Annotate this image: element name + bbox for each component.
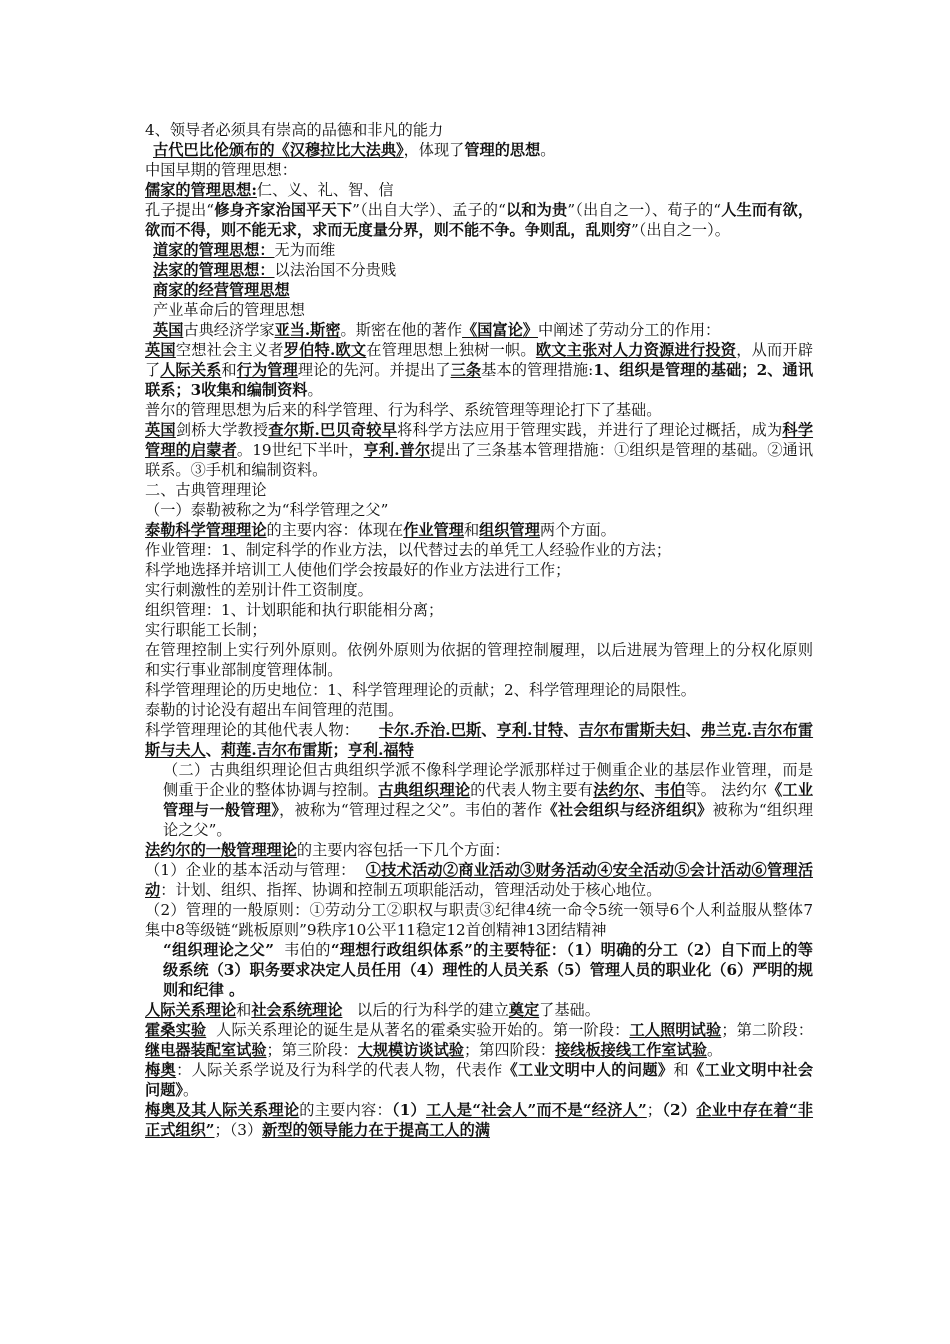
para-human-relations	[145, 1000, 813, 1020]
text: 两个方面。	[539, 521, 616, 539]
para-fayol-principles	[145, 900, 813, 940]
text: 企业中存在着“非正式组织”	[145, 1101, 814, 1139]
para-org-mgmt	[145, 600, 813, 620]
text: 理论的先河。并提出了	[297, 361, 451, 379]
text: 、	[481, 721, 497, 739]
text: 吉尔布雷斯夫妇	[578, 721, 686, 739]
text: 韦伯	[654, 781, 686, 799]
para-mayo-theory	[145, 1100, 813, 1140]
text: 科学管理理论的历史地位：1、科学管理理论的贡献；2、科学管理理论的局限性。	[145, 681, 696, 699]
para-confucian	[145, 180, 813, 200]
text: 泰勒的讨论没有超出车间管理的范围。	[145, 701, 404, 719]
para-fayol-activities	[145, 860, 813, 900]
para-other-representatives	[145, 720, 813, 760]
text: 梅奥	[145, 1061, 177, 1079]
text: 在管理控制上实行列外原则。依例外原则为依据的管理控制履理，以后进展为管理上的分权化原则和实行事业部制度管理体制。	[145, 641, 813, 679]
para-poole-basis	[145, 400, 813, 420]
text: （一）泰勒被称之为“科学管理之父”	[145, 501, 389, 519]
text: 中阐述了劳动分工的作用：	[537, 321, 721, 339]
text: 商家的经营管理思想	[153, 281, 290, 299]
text: 行为管理	[236, 361, 298, 379]
text: 法约尔	[593, 781, 640, 799]
subsection-taylor	[145, 500, 813, 520]
text: ；（3）	[214, 1121, 263, 1139]
para-fayol-content	[145, 840, 813, 860]
text: 亨利.福特	[347, 741, 414, 759]
text: 作业管理：1、制定科学的作业方法，以代替过去的单凭工人经验作业的方法；	[145, 541, 672, 559]
para-merchant	[145, 280, 813, 300]
text: 以后的行为科学的建立	[356, 1001, 509, 1019]
text: 基本的管理措施:	[481, 361, 594, 379]
text: 、	[639, 781, 655, 799]
text: 查尔斯.巴贝奇较早	[268, 421, 398, 439]
text: 亨利.普尔	[363, 441, 431, 459]
text: 英国	[153, 321, 184, 339]
text: 、	[685, 721, 701, 739]
text: 新型的领导能力在于提高工人的满	[262, 1121, 490, 1139]
text: 罗伯特.欧文	[283, 341, 367, 359]
text: 的主要特征：（1）明确的分工（2）自下而上的等级系统（3）职务要求决定人员任用（4）理性的人员关系（5）管理人员的职业化（6）严明的规则和纪律 。	[163, 941, 813, 999]
para-adam-smith	[145, 320, 813, 340]
text: 弗兰克.吉尔布雷斯与夫人	[145, 721, 814, 759]
text: 和	[673, 1061, 690, 1079]
text: 三条	[450, 361, 482, 379]
text: 和	[236, 1001, 252, 1019]
text: 《社会组织与经济组织》	[542, 801, 713, 819]
para-select-train	[145, 560, 813, 580]
text: 无为而维	[274, 241, 336, 259]
text: （1）企业的基本活动与管理：	[145, 861, 356, 879]
text: （2）	[661, 1101, 697, 1119]
text: 被称为“组织理论之父”。	[163, 801, 814, 839]
text: 的主要内容：体现在	[266, 521, 404, 539]
text: 欧文主张对人力资源进行投资	[535, 341, 737, 359]
text: ；第三阶段：	[266, 1041, 358, 1059]
text: 《国富论》	[462, 321, 538, 339]
text: 管理的思想	[464, 141, 541, 159]
text: 英国	[145, 421, 176, 439]
text: 继电器装配室试验	[145, 1041, 267, 1059]
text: 。	[307, 381, 323, 399]
para-exception-principle	[145, 640, 813, 680]
text: 、	[563, 721, 579, 739]
para-confucius-quotes	[145, 200, 813, 240]
text: 组织管理	[479, 521, 540, 539]
text: 霍桑实验	[145, 1021, 207, 1039]
text: 人生而有欲，欲而不得，则不能无求，求而无度量分界，则不能不争。争则乱，乱则穷	[145, 201, 814, 239]
para-foreman	[145, 620, 813, 640]
para-mayo	[145, 1060, 813, 1100]
text: 修身齐家治国平天下	[214, 201, 353, 219]
text: ，体现了	[403, 141, 465, 159]
text: 泰勒科学管理理论	[145, 521, 267, 539]
para-classical-org	[145, 760, 813, 840]
text: 《工业管理与一般管理》	[163, 781, 814, 819]
text: 中国早期的管理思想：	[145, 161, 297, 179]
text: 4、领导者必须具有崇高的品德和非凡的能力	[145, 121, 444, 139]
text: 社会系统理论	[251, 1001, 343, 1019]
text: 《工业文明中社会问题》	[145, 1061, 814, 1099]
text: 科学管理理论的其他代表人物：	[145, 721, 360, 739]
text: 。	[706, 1041, 723, 1059]
text: 。	[182, 1081, 199, 1099]
text: 。斯密在他的著作	[340, 321, 463, 339]
section-heading-classical	[145, 480, 813, 500]
text: ，从而开辟了	[145, 341, 814, 379]
document-page	[145, 120, 813, 1140]
text: ”（出自之一）、荀子的“	[567, 201, 722, 219]
text: 以和为贵	[505, 201, 568, 219]
text: “理想行政组织体系”	[330, 941, 473, 959]
para-industrial	[145, 300, 813, 320]
text: “组织理论之父”	[163, 941, 274, 959]
text: ”（出自大学）、孟子的“	[352, 201, 506, 219]
text: ；	[332, 741, 348, 759]
text: 梅奥及其人际关系理论	[145, 1101, 300, 1119]
text: 工人是“社会人”而不是“经济人”	[425, 1101, 647, 1119]
text: 和	[221, 361, 237, 379]
text: 。	[540, 141, 556, 159]
text: 提出了三条基本管理措施：	[430, 441, 615, 459]
para-taylor-content	[145, 520, 813, 540]
text: 《工业文明中人的问题》	[502, 1061, 674, 1079]
text: 亚当.斯密	[274, 321, 341, 339]
para-hawthorne	[145, 1020, 813, 1060]
text: 古典经济学家	[183, 321, 275, 339]
text: 产业革命后的管理思想	[153, 301, 305, 319]
text: 大规模访谈试验	[357, 1041, 464, 1059]
text: 古代巴比伦颁布的《汉穆拉比大法典》	[153, 141, 404, 159]
text: ；第二阶段：	[721, 1021, 814, 1039]
text: （1）	[391, 1101, 426, 1119]
text: ；	[646, 1101, 662, 1119]
para-babbage	[145, 420, 813, 480]
text: 实行职能工长制；	[145, 621, 267, 639]
text: ；第四阶段：	[463, 1041, 556, 1059]
text: 、	[205, 741, 221, 759]
text: ：人际关系学说及行为科学的代表人物，代表作	[176, 1061, 503, 1079]
text: 孔子提出“	[145, 201, 215, 219]
text: 法约尔的一般管理理论	[145, 841, 297, 859]
text: ，被称为“管理过程之父”。韦伯的著作	[279, 801, 543, 819]
para-legalist	[145, 260, 813, 280]
text: 二、古典管理理论	[145, 481, 267, 499]
text: 英国	[145, 341, 176, 359]
text: 和	[463, 521, 480, 539]
para-babylon	[145, 140, 813, 160]
text: 人际关系理论	[145, 1001, 237, 1019]
text: 1、组织是管理的基础；2、通讯联系；3收集和编制资料	[145, 361, 814, 399]
text: 。19世纪下半叶，	[236, 441, 364, 459]
text: 的主要内容：	[299, 1101, 392, 1119]
text: 了基础。	[539, 1001, 600, 1019]
para-weber	[145, 940, 813, 1000]
text: 组织管理：1、计划职能和执行职能相分离；	[145, 601, 444, 619]
text: 的主要内容包括一下几个方面：	[296, 841, 510, 859]
para-china-early	[145, 160, 813, 180]
para-taoist	[145, 240, 813, 260]
text: 莉莲.吉尔布雷斯	[220, 741, 333, 759]
text: 人际关系	[160, 361, 222, 379]
para-piece-rate	[145, 580, 813, 600]
text: 道家的管理思想：	[153, 241, 275, 259]
text: ①技术活动②商业活动③财务活动④安全活动⑤会计活动⑥管理活动	[145, 861, 814, 899]
text: 的代表人物主要有	[470, 781, 594, 799]
text: 仁、义、礼、智、信	[256, 181, 394, 199]
text: 韦伯的	[284, 941, 331, 959]
text: ”（出自之一）。	[631, 221, 730, 239]
para-operation-mgmt	[145, 540, 813, 560]
para-historical-position	[145, 680, 813, 700]
text: 人际关系理论的诞生是从著名的霍桑实验开始的。第一阶段：	[216, 1021, 630, 1039]
text: 奠定	[508, 1001, 540, 1019]
text: 以法治国不分贵贱	[274, 261, 396, 279]
text: （2）管理的一般原则：①劳动分工②职权与职责③纪律4统一命令5统一领导6个人利益服从整体7集中8等级链“跳板原则”9秩序10公平11稳定12首创精神13团结精神	[145, 901, 813, 939]
text: 在管理思想上独树一帜。	[366, 341, 536, 359]
text: 将科学方法应用于管理实践，并进行了理论过概括，成为	[397, 421, 783, 439]
text: 空想社会主义者	[175, 341, 284, 359]
text: 科学地选择并培训工人使他们学会按最好的作业方法进行工作；	[145, 561, 571, 579]
text: 接线板接线工作室试验	[555, 1041, 707, 1059]
para-taylor-limit	[145, 700, 813, 720]
text: 亨利.甘特	[496, 721, 564, 739]
text: 实行刺激性的差别计件工资制度。	[145, 581, 373, 599]
text: 普尔的管理思想为后来的科学管理、行为科学、系统管理等理论打下了基础。	[145, 401, 662, 419]
text: 法家的管理思想：	[153, 261, 275, 279]
text: 作业管理	[403, 521, 464, 539]
text: ①组织是管理的基础。②通讯联系。③手机和编制资料。	[145, 441, 814, 479]
text: 等。 法约尔	[685, 781, 768, 799]
text: 古典组织理论	[378, 781, 471, 799]
para-robert-owen	[145, 340, 813, 400]
text: 剑桥大学教授	[175, 421, 269, 439]
text: 卡尔.乔治.巴斯	[378, 721, 482, 739]
text: 科学管理的启蒙者	[145, 421, 814, 459]
para-leader-quality	[145, 120, 813, 140]
text: （二）古典组织理论但古典组织学派不像科学理论学派那样过于侧重企业的基层作业管理，而是侧重于企业的整体协调与控制。	[163, 761, 813, 799]
text: 儒家的管理思想:	[145, 181, 257, 199]
text: ：计划、组织、指挥、协调和控制五项职能活动，管理活动处于核心地位。	[160, 881, 662, 899]
text: 工人照明试验	[629, 1021, 722, 1039]
